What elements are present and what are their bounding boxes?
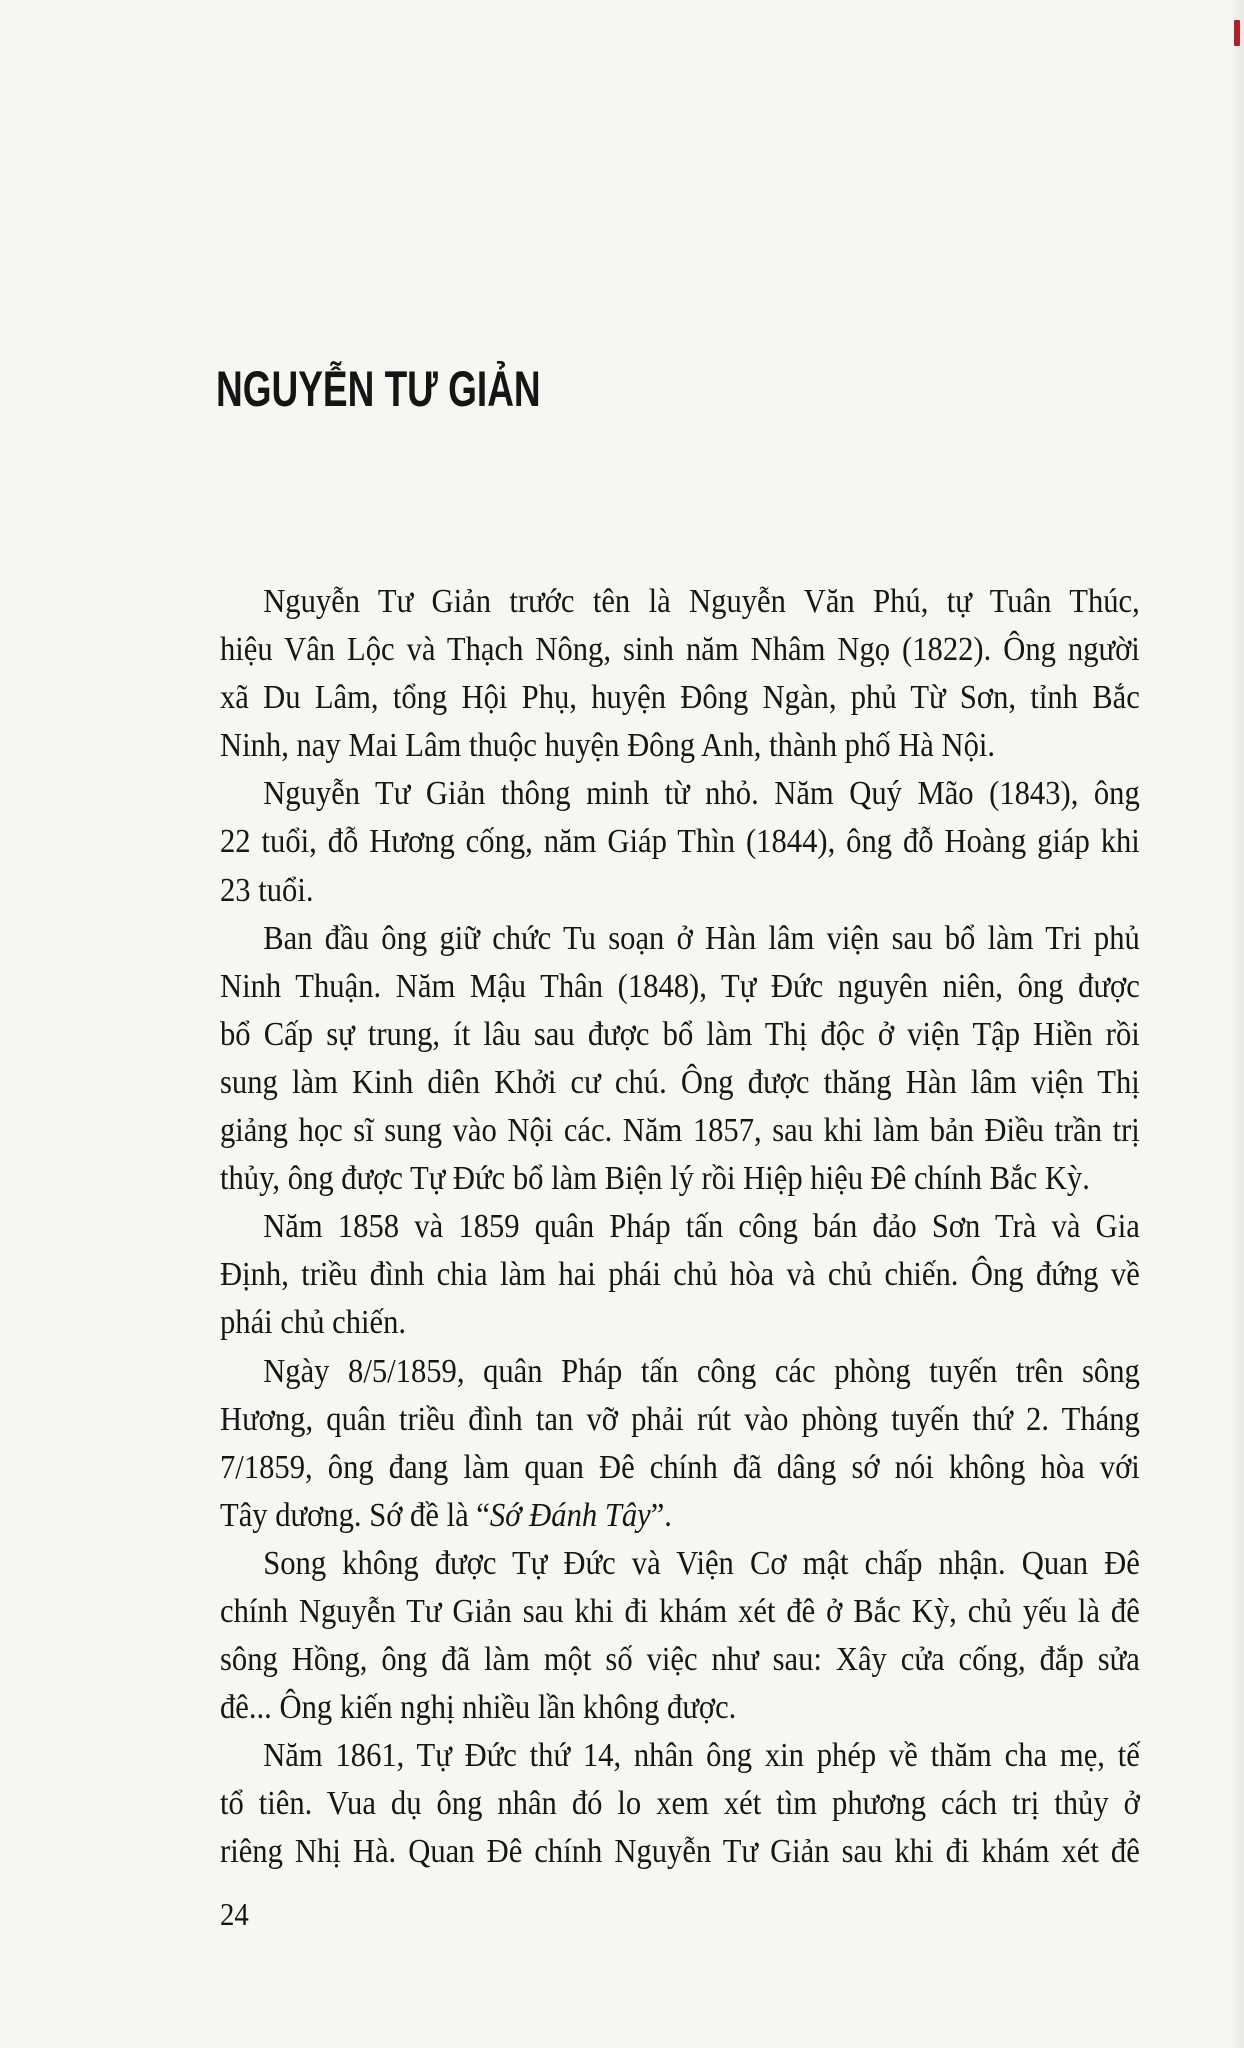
- text-segment: sông Hồng, ông đã làm một số việc như sau: Xây cửa cống, đắp sửa: [220, 1641, 1140, 1679]
- text-segment: hiệu Vân Lộc và Thạch Nông, sinh năm Nhâm Ngọ (1822). Ông người: [220, 631, 1140, 669]
- text-segment: 7/1859, ông đang làm quan Đê chính đã dâng sớ nói không hòa với: [220, 1448, 1140, 1486]
- text-line: [220, 963, 1140, 1011]
- text-segment: Nguyễn Tư Giản thông minh từ nhỏ. Năm Quý Mão (1843), ông: [263, 775, 1140, 813]
- text-line: [220, 626, 1140, 674]
- paragraph: [220, 1732, 1140, 1876]
- paragraph: [220, 1540, 1140, 1732]
- text-line: [220, 1107, 1140, 1155]
- text-segment: Ninh Thuận. Năm Mậu Thân (1848), Tự Đức nguyên niên, ông được: [220, 967, 1140, 1005]
- text-line: [220, 1299, 1140, 1347]
- text-segment: Tây dương. Sớ đề là “: [220, 1496, 490, 1534]
- text-line: [220, 1636, 1140, 1684]
- text-line: [220, 1011, 1140, 1059]
- text-segment: chính Nguyễn Tư Giản sau khi đi khám xét đê ở Bắc Kỳ, chủ yếu là đê: [220, 1592, 1140, 1630]
- corner-bookmark-mark: [1234, 20, 1240, 46]
- text-segment: riêng Nhị Hà. Quan Đê chính Nguyễn Tư Giản sau khi đi khám xét đê: [220, 1833, 1140, 1871]
- text-segment: sung làm Kinh diên Khởi cư chú. Ông được thăng Hàn lâm viện Thị: [220, 1063, 1140, 1101]
- paragraph: [220, 1203, 1140, 1347]
- paragraph: [220, 578, 1140, 770]
- text-line: [220, 1251, 1140, 1299]
- chapter-title: NGUYỄN TƯ GIẢN: [216, 361, 541, 417]
- text-line: [220, 1588, 1140, 1636]
- paragraph: [220, 1348, 1140, 1540]
- text-line: [220, 1780, 1140, 1828]
- text-line: [220, 867, 1140, 915]
- text-segment: Song không được Tự Đức và Viện Cơ mật chấp nhận. Quan Đê: [263, 1544, 1140, 1582]
- text-line: [220, 1444, 1140, 1492]
- text-line: [220, 578, 1140, 626]
- text-segment: Ngày 8/5/1859, quân Pháp tấn công các phòng tuyến trên sông: [263, 1352, 1140, 1390]
- text-line: [220, 1059, 1140, 1107]
- text-segment: ”.: [650, 1496, 672, 1534]
- text-segment: Định, triều đình chia làm hai phái chủ hòa và chủ chiến. Ông đứng về: [220, 1256, 1140, 1294]
- page-edge: [1230, 0, 1244, 2048]
- text-segment: tổ tiên. Vua dụ ông nhân đó lo xem xét tìm phương cách trị thủy ở: [220, 1785, 1140, 1823]
- text-segment: xã Du Lâm, tổng Hội Phụ, huyện Đông Ngàn, phủ Từ Sơn, tỉnh Bắc: [220, 679, 1140, 717]
- text-line: [220, 915, 1140, 963]
- text-line: [220, 1492, 1140, 1540]
- text-segment: Năm 1858 và 1859 quân Pháp tấn công bán đảo Sơn Trà và Gia: [263, 1208, 1140, 1246]
- text-line: [220, 1684, 1140, 1732]
- text-segment: đê... Ông kiến nghị nhiều lần không được.: [220, 1689, 737, 1727]
- text-segment: Hương, quân triều đình tan vỡ phải rút vào phòng tuyến thứ 2. Tháng: [220, 1400, 1140, 1438]
- text-line: [220, 818, 1140, 866]
- paragraph: [220, 770, 1140, 914]
- text-line: [220, 1203, 1140, 1251]
- text-line: [220, 1732, 1140, 1780]
- text-segment: thủy, ông được Tự Đức bổ làm Biện lý rồi Hiệp hiệu Đê chính Bắc Kỳ.: [220, 1160, 1090, 1198]
- text-segment: 22 tuổi, đỗ Hương cống, năm Giáp Thìn (1844), ông đỗ Hoàng giáp khi: [220, 823, 1140, 861]
- text-line: [220, 1828, 1140, 1876]
- text-segment: phái chủ chiến.: [220, 1304, 407, 1342]
- text-line: [220, 722, 1140, 770]
- text-line: [220, 1348, 1140, 1396]
- text-line: [220, 1396, 1140, 1444]
- page-number: 24: [220, 1896, 249, 1932]
- text-line: [220, 1540, 1140, 1588]
- italic-text: Sớ Đánh Tây: [489, 1496, 651, 1534]
- text-segment: bổ Cấp sự trung, ít lâu sau được bổ làm Thị độc ở viện Tập Hiền rồi: [220, 1015, 1140, 1053]
- text-line: [220, 674, 1140, 722]
- body-text: [220, 578, 1140, 1877]
- text-segment: Nguyễn Tư Giản trước tên là Nguyễn Văn Phú, tự Tuân Thúc,: [263, 583, 1140, 620]
- text-segment: Ninh, nay Mai Lâm thuộc huyện Đông Anh, thành phố Hà Nội.: [220, 727, 996, 765]
- paragraph: [220, 915, 1140, 1204]
- text-segment: Ban đầu ông giữ chức Tu soạn ở Hàn lâm viện sau bổ làm Tri phủ: [263, 919, 1140, 957]
- text-segment: 23 tuổi.: [220, 871, 314, 909]
- text-segment: giảng học sĩ sung vào Nội các. Năm 1857, sau khi làm bản Điều trần trị: [220, 1112, 1140, 1150]
- text-line: [220, 770, 1140, 818]
- text-line: [220, 1155, 1140, 1203]
- text-segment: Năm 1861, Tự Đức thứ 14, nhân ông xin phép về thăm cha mẹ, tế: [263, 1737, 1140, 1775]
